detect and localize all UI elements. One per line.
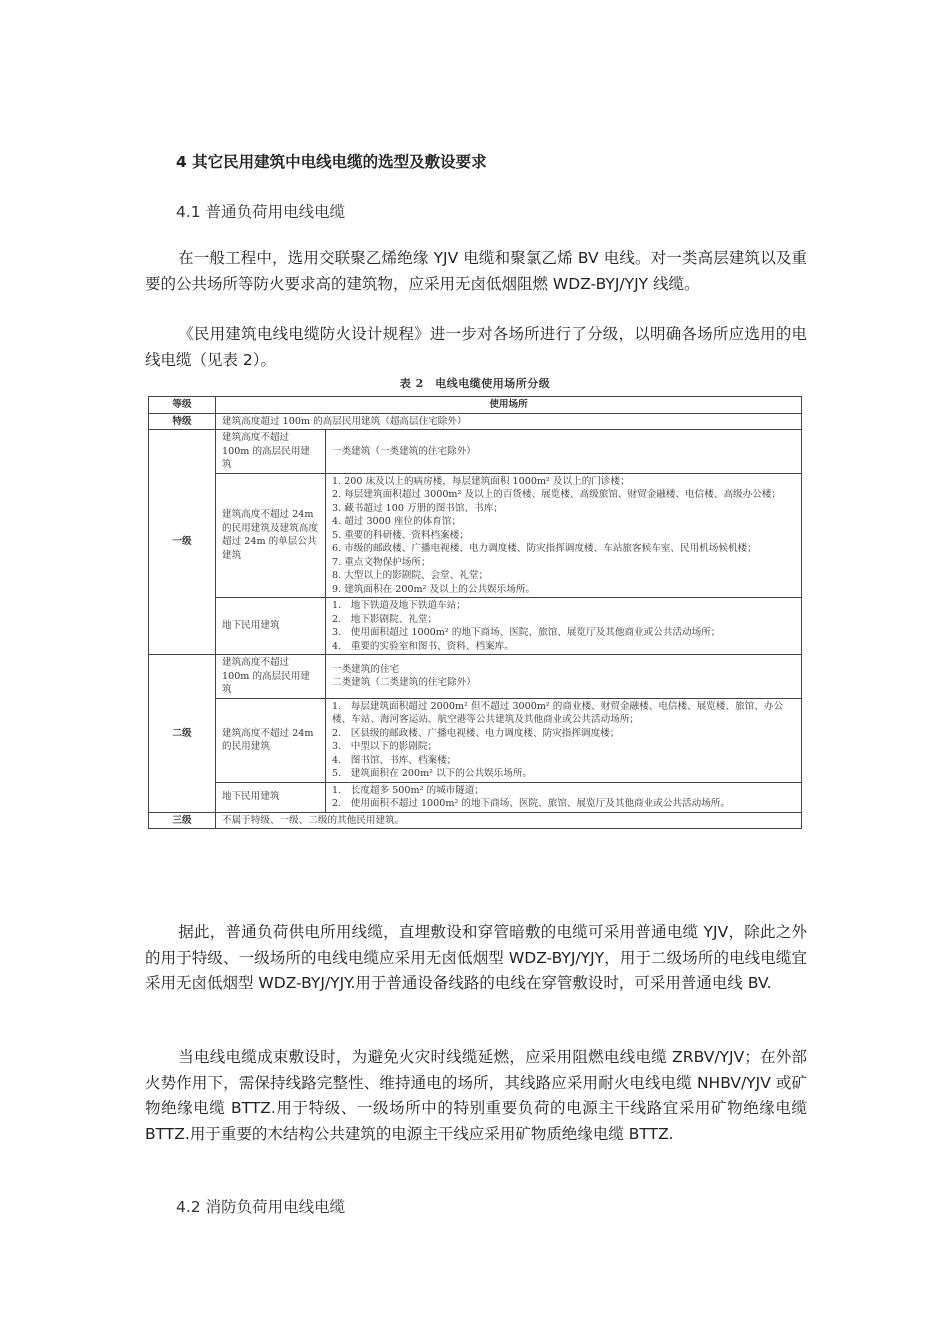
list-item: 9. 建筑面积在 200m² 及以上的公共娱乐场所。 <box>332 583 536 595</box>
g1-r3-type: 地下民用建筑 <box>216 598 326 655</box>
paragraph-2 <box>145 322 807 373</box>
g2-r3-type: 地下民用建筑 <box>216 782 326 812</box>
list-item: 8. 大型以上的影剧院、会堂、礼堂； <box>332 570 489 581</box>
list-item: 4. 重要的实验室和图书、资料、档案库。 <box>332 640 514 652</box>
paragraph-3 <box>145 920 807 997</box>
special-place: 建筑高度超过 100m 的高层民用建筑（超高层住宅除外） <box>216 413 802 430</box>
table-row-g1-r3 <box>149 598 802 655</box>
list-item: 一类建筑的住宅 <box>332 663 400 675</box>
header-grade: 等级 <box>149 397 216 414</box>
list-item: 4. 图书馆、书库、档案楼； <box>332 754 457 766</box>
list-item: 5. 重要的科研楼、资料档案楼； <box>332 529 469 541</box>
g1-r1-type: 建筑高度不超过 100m 的高层民用建筑 <box>216 430 326 474</box>
paragraph-2-text: 《民用建筑电线电缆防火设计规程》进一步对各场所进行了分级，以明确各场所应选用的电线电缆（见表 2）。 <box>145 325 807 369</box>
g2-r1-type: 建筑高度不超过 100m 的高层民用建筑 <box>216 655 326 699</box>
table-row-g2-r2 <box>149 698 802 782</box>
g2-r2-place <box>326 698 802 782</box>
grade-2: 二级 <box>149 655 216 813</box>
g2-r1-place <box>326 655 802 699</box>
g1-r1-place: 一类建筑（一类建筑的住宅除外） <box>326 430 802 474</box>
list-item: 5. 建筑面积在 200m² 以下的公共娱乐场所。 <box>332 768 533 779</box>
g1-r3-place <box>326 598 802 655</box>
list-item: 1. 长度超多 500m² 的城市隧道； <box>332 784 485 796</box>
list-item: 1. 200 床及以上的病房楼，每层建筑面积 1000m² 及以上的门诊楼； <box>332 475 630 487</box>
list-item: 1. 每层建筑面积超过 2000m² 但不超过 3000m² 的商业楼、财贸金融楼、电信楼、展览楼、旅馆、办公楼、车站、海河客运站、航空港等公共建筑及其他商业或公共活动场所； <box>332 700 784 725</box>
list-item: 4. 超过 3000 座位的体育馆； <box>332 516 462 527</box>
header-place: 使用场所 <box>216 397 802 414</box>
table-row-special <box>149 413 802 430</box>
subsection-heading-4-1: 4.1 普通负荷用电线电缆 <box>176 203 346 221</box>
paragraph-4 <box>145 1045 807 1147</box>
list-item: 二类建筑（二类建筑的住宅除外） <box>332 677 476 689</box>
table-row-g3 <box>149 812 802 829</box>
list-item: 3. 使用面积超过 1000m² 的地下商场、医院、旅馆、展览厅及其他商业或公共活动场所； <box>332 627 721 638</box>
table-caption: 表 2 电线电缆使用场所分级 <box>399 377 551 390</box>
list-item: 2. 使用面积不超过 1000m² 的地下商场、医院、旅馆、展览厅及其他商业或公共活动场所。 <box>332 798 730 809</box>
list-item: 7. 重点文物保护场所； <box>332 556 431 568</box>
g2-r2-type: 建筑高度不超过 24m 的民用建筑 <box>216 698 326 782</box>
table-header-row <box>149 397 802 414</box>
list-item: 2. 每层建筑面积超过 3000m² 及以上的百货楼、展览楼、高级旅馆、财贸金融楼、电信楼、高级办公楼； <box>332 489 782 500</box>
paragraph-4-text: 当电线电缆成束敷设时，为避免火灾时线缆延燃，应采用阻燃电线电缆 ZRBV/YJV；在外部火势作用下，需保持线路完整性、维持通电的场所，其线路应采用耐火电线电缆 NHBV/YJV 或矿物绝缘电缆 BTTZ.用于特级、一级场所中的特别重要负荷的电源主干线路宜采用矿物绝缘电缆 BTTZ.用于重要的木结构公共建筑的电源主干线应采用矿物质绝缘电缆 BTTZ. <box>145 1048 807 1143</box>
grade-special: 特级 <box>149 413 216 430</box>
grade-3: 三级 <box>149 812 216 829</box>
table-row-g1-r1 <box>149 430 802 474</box>
g1-r2-place <box>326 473 802 598</box>
paragraph-1 <box>145 246 807 297</box>
paragraph-3-text: 据此，普通负荷供电所用线缆，直埋敷设和穿管暗敷的电缆可采用普通电缆 YJV，除此之外的用于特级、一级场所的电线电缆应采用无卤低烟型 WDZ-BYJ/YJY，用于二级场所的电线电缆宜采用无卤低烟型 WDZ-BYJ/YJY.用于普通设备线路的电线在穿管敷设时，可采用普通电线 BV. <box>145 923 807 992</box>
table-row-g2-r1 <box>149 655 802 699</box>
list-item: 1. 地下铁道及地下铁道车站； <box>332 600 466 611</box>
list-item: 2. 地下影剧院、礼堂； <box>332 613 438 625</box>
paragraph-1-text: 在一般工程中，选用交联聚乙烯绝缘 YJV 电缆和聚氯乙烯 BV 电线。对一类高层建筑以及重要的公共场所等防火要求高的建筑物，应采用无卤低烟阻燃 WDZ-BYJ/YJY 线缆。 <box>145 249 807 293</box>
list-item: 3. 中型以下的影剧院； <box>332 741 438 752</box>
table-row-g2-r3 <box>149 782 802 812</box>
list-item: 2. 区县级的邮政楼、广播电视楼、电力调度楼、防灾指挥调度楼； <box>332 727 620 739</box>
grade-1: 一级 <box>149 430 216 655</box>
list-item: 3. 藏书超过 100 万册的图书馆、书库； <box>332 502 503 514</box>
section-heading-4: 4 其它民用建筑中电线电缆的选型及敷设要求 <box>176 153 487 171</box>
subsection-heading-4-2: 4.2 消防负荷用电线电缆 <box>176 1198 346 1216</box>
table-row-g1-r2 <box>149 473 802 598</box>
grade3-place: 不属于特级、一级、二级的其他民用建筑。 <box>216 812 802 829</box>
grade-table <box>148 396 802 829</box>
list-item: 6. 市级的邮政楼、广播电视楼、电力调度楼、防灾指挥调度楼、车站旅客候车室、民用机场候机楼； <box>332 543 757 554</box>
g2-r3-place <box>326 782 802 812</box>
g1-r2-type: 建筑高度不超过 24m 的民用建筑及建筑高度超过 24m 的单层公共建筑 <box>216 473 326 598</box>
